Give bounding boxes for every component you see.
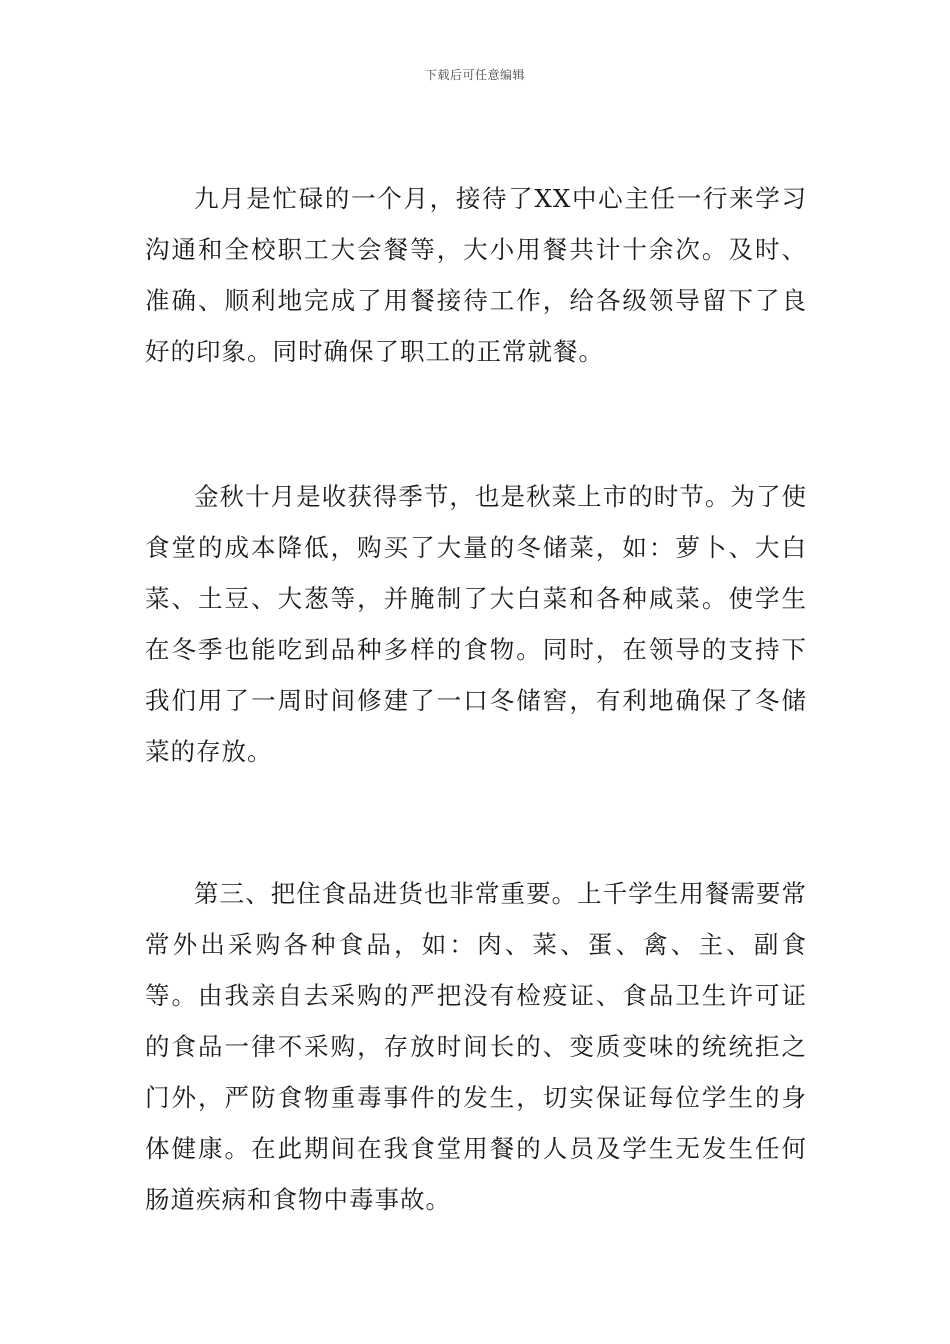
paragraph-september: 九月是忙碌的一个月，接待了XX中心主任一行来学习沟通和全校职工大会餐等，大小用餐共计十余次。及时、准确、顺利地完成了用餐接待工作，给各级领导留下了良好的印象。同时确保了职工的正常就餐。 xyxy=(145,184,807,366)
paragraph-october: 金秋十月是收获得季节，也是秋菜上市的时节。为了使食堂的成本降低，购买了大量的冬储菜，如：萝卜、大白菜、土豆、大葱等，并腌制了大白菜和各种咸菜。使学生在冬季也能吃到品种多样的食物。同时，在领导的支持下我们用了一周时间修建了一口冬储窖，有利地确保了冬储菜的存放。 xyxy=(145,482,807,766)
paragraph-food-procurement: 第三、把住食品进货也非常重要。上千学生用餐需要常常外出采购各种食品，如：肉、菜、蛋、禽、主、副食等。由我亲自去采购的严把没有检疫证、食品卫生许可证的食品一律不采购，存放时间长的、变质变味的统统拒之门外，严防食物重毒事件的发生，切实保证每位学生的身体健康。在此期间在我食堂用餐的人员及学生无发生任何肠道疾病和食物中毒事故。 xyxy=(145,879,807,1214)
header-note: 下载后可任意编辑 xyxy=(424,68,525,82)
